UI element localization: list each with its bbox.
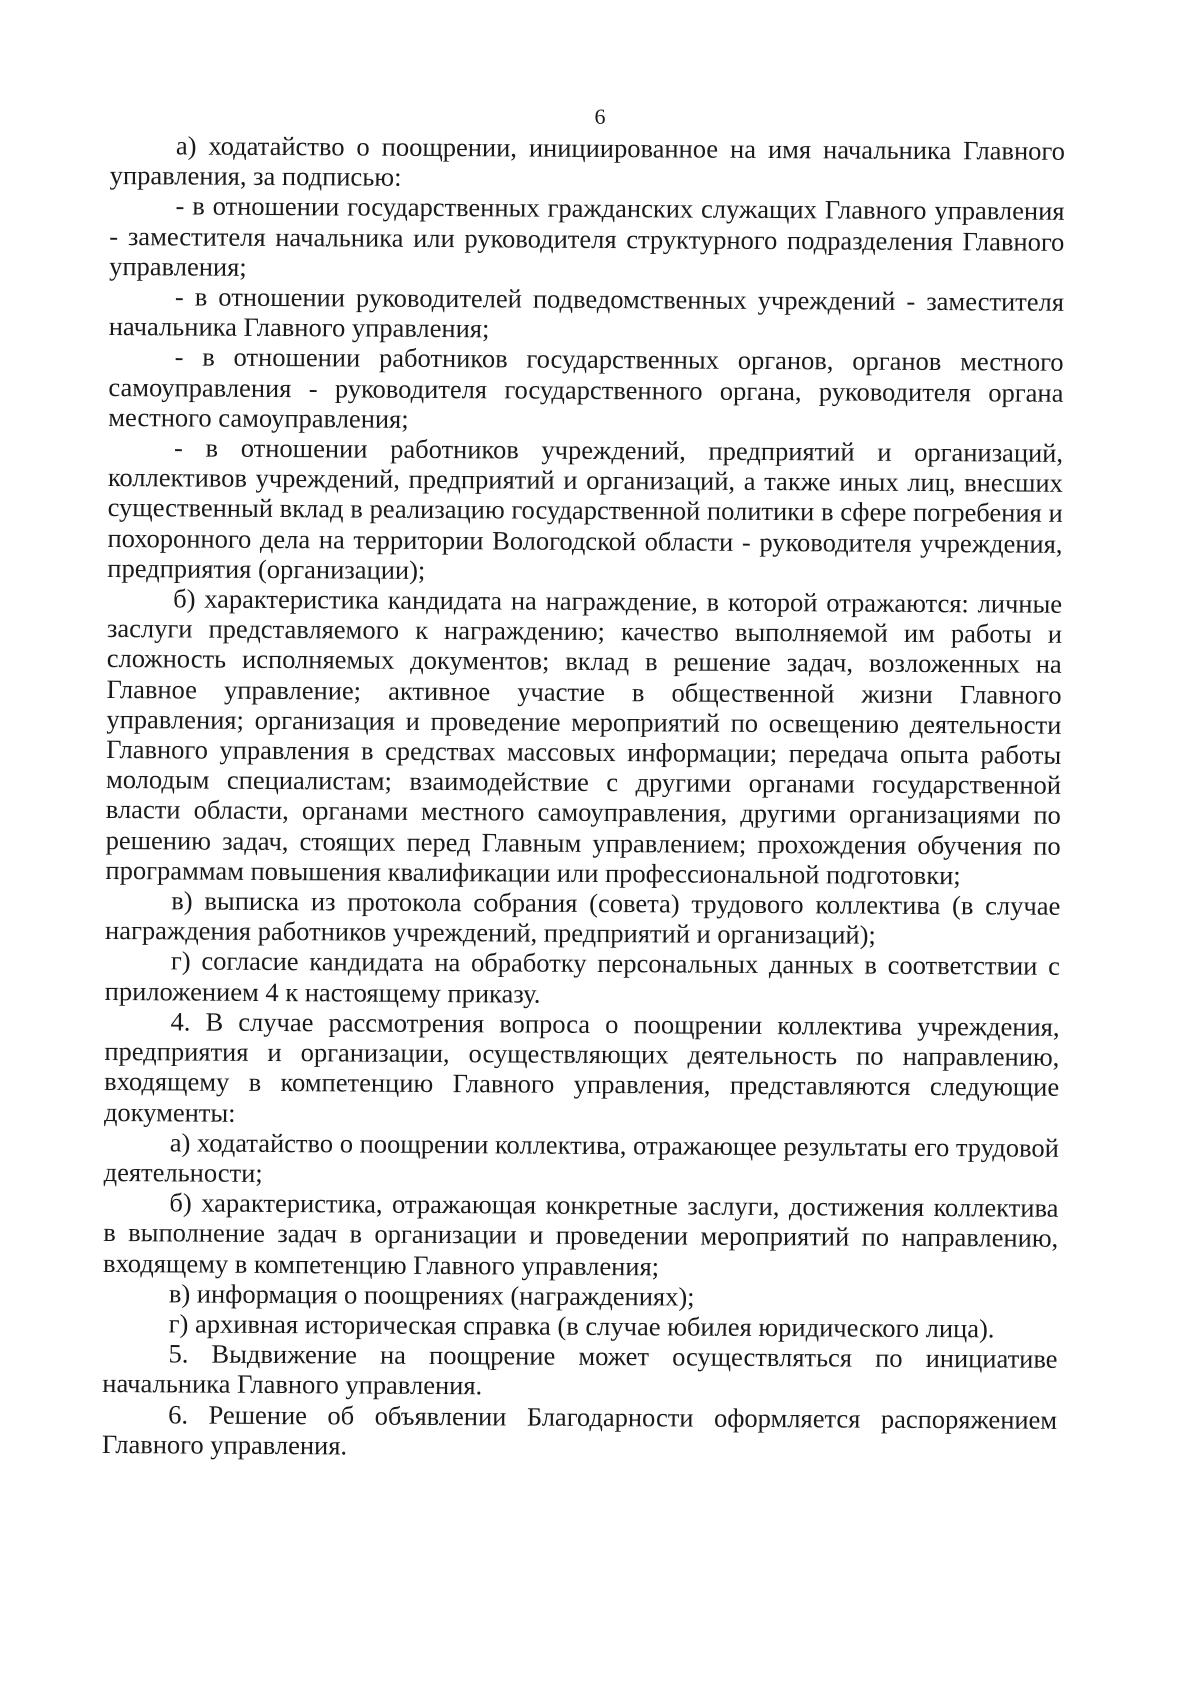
paragraph-4g-archive: г) архивная историческая справка (в случае юбилея юридического лица).	[168, 1308, 995, 1344]
paragraph-6-decision: 6. Решение об объявлении Благодарности оформляется распоряжением Главного управления.	[101, 1398, 1058, 1461]
paragraph-organizations: - в отношении работников учреждений, предприятий и организаций, коллективов учреждений, предприятий и организаций, а также иных лиц, внесших существенный вклад в реализацию государственной политики в сфере погребения и похоронного дела на территории Вологодской области - руководителя учреждения, предприятия (организации);	[107, 432, 1064, 585]
page-number: 6	[594, 104, 606, 129]
paragraph-b-characteristic: б) характеристика кандидата на награждение, в которой отражаются: личные заслуги представляемого к награждению; качество выполняемой им работы и сложность исполняемых документов; вклад в решение задач, возложенных на Главное управление; активное участие в общественной жизни Главного управления; организация и проведение мероприятий по освещению деятельности Главного управления в средствах массовых информации; передача опыта работы молодым специалистам; взаимодействие с другими органами государственной власти области, органами местного самоуправления, другими организациями по решению задач, стоящих перед Главным управлением; прохождения обучения по программам повышения квалификации или профессиональной подготовки;	[105, 583, 1063, 891]
paragraph-4a-petition: а) ходатайство о поощрении коллектива, отражающее результаты его трудовой деятельности;	[103, 1127, 1059, 1188]
document-body	[102, 130, 1065, 1465]
paragraph-state-bodies: - в отношении работников государственных органов, органов местного самоуправления - руководителя государственного органа, руководителя органа местного самоуправления;	[108, 341, 1064, 434]
paragraph-5-nomination: 5. Выдвижение на поощрение может осуществляться по инициативе начальника Главного управления.	[102, 1338, 1058, 1401]
paragraph-4b-characteristic: б) характеристика, отражающая конкретные заслуги, достижения коллектива в выполнение задач в организации и проведении мероприятий по направлению, входящему в компетенцию Главного управления;	[102, 1187, 1059, 1281]
paragraph-4-collective: 4. В случае рассмотрения вопроса о поощрении коллектива учреждения, предприятия и организации, осуществляющих деятельность по направлению, входящему в компетенцию Главного управления, представляются следующие документы:	[103, 1006, 1060, 1128]
paragraph-civil-servants: - в отношении государственных гражданских служащих Главного управления - заместителя начальника или руководителя структурного подразделения Главного управления;	[109, 190, 1065, 282]
paragraph-4v-awards-info: в) информация о поощрениях (награждениях);	[168, 1278, 695, 1312]
paragraph-institution-heads: - в отношении руководителей подведомственных учреждений - заместителя начальника Главного управления;	[108, 281, 1065, 344]
paragraph-a-petition: а) ходатайство о поощрении, инициированное на имя начальника Главного управления, за подписью:	[109, 130, 1065, 192]
paragraph-g-consent: г) согласие кандидата на обработку персональных данных в соответствии с приложением 4 к настоящему приказу.	[104, 945, 1061, 1009]
paragraph-v-protocol-extract: в) выписка из протокола собрания (совета) трудового коллектива (в случае награждения работников учреждений, предприятий и организаций);	[105, 885, 1061, 950]
